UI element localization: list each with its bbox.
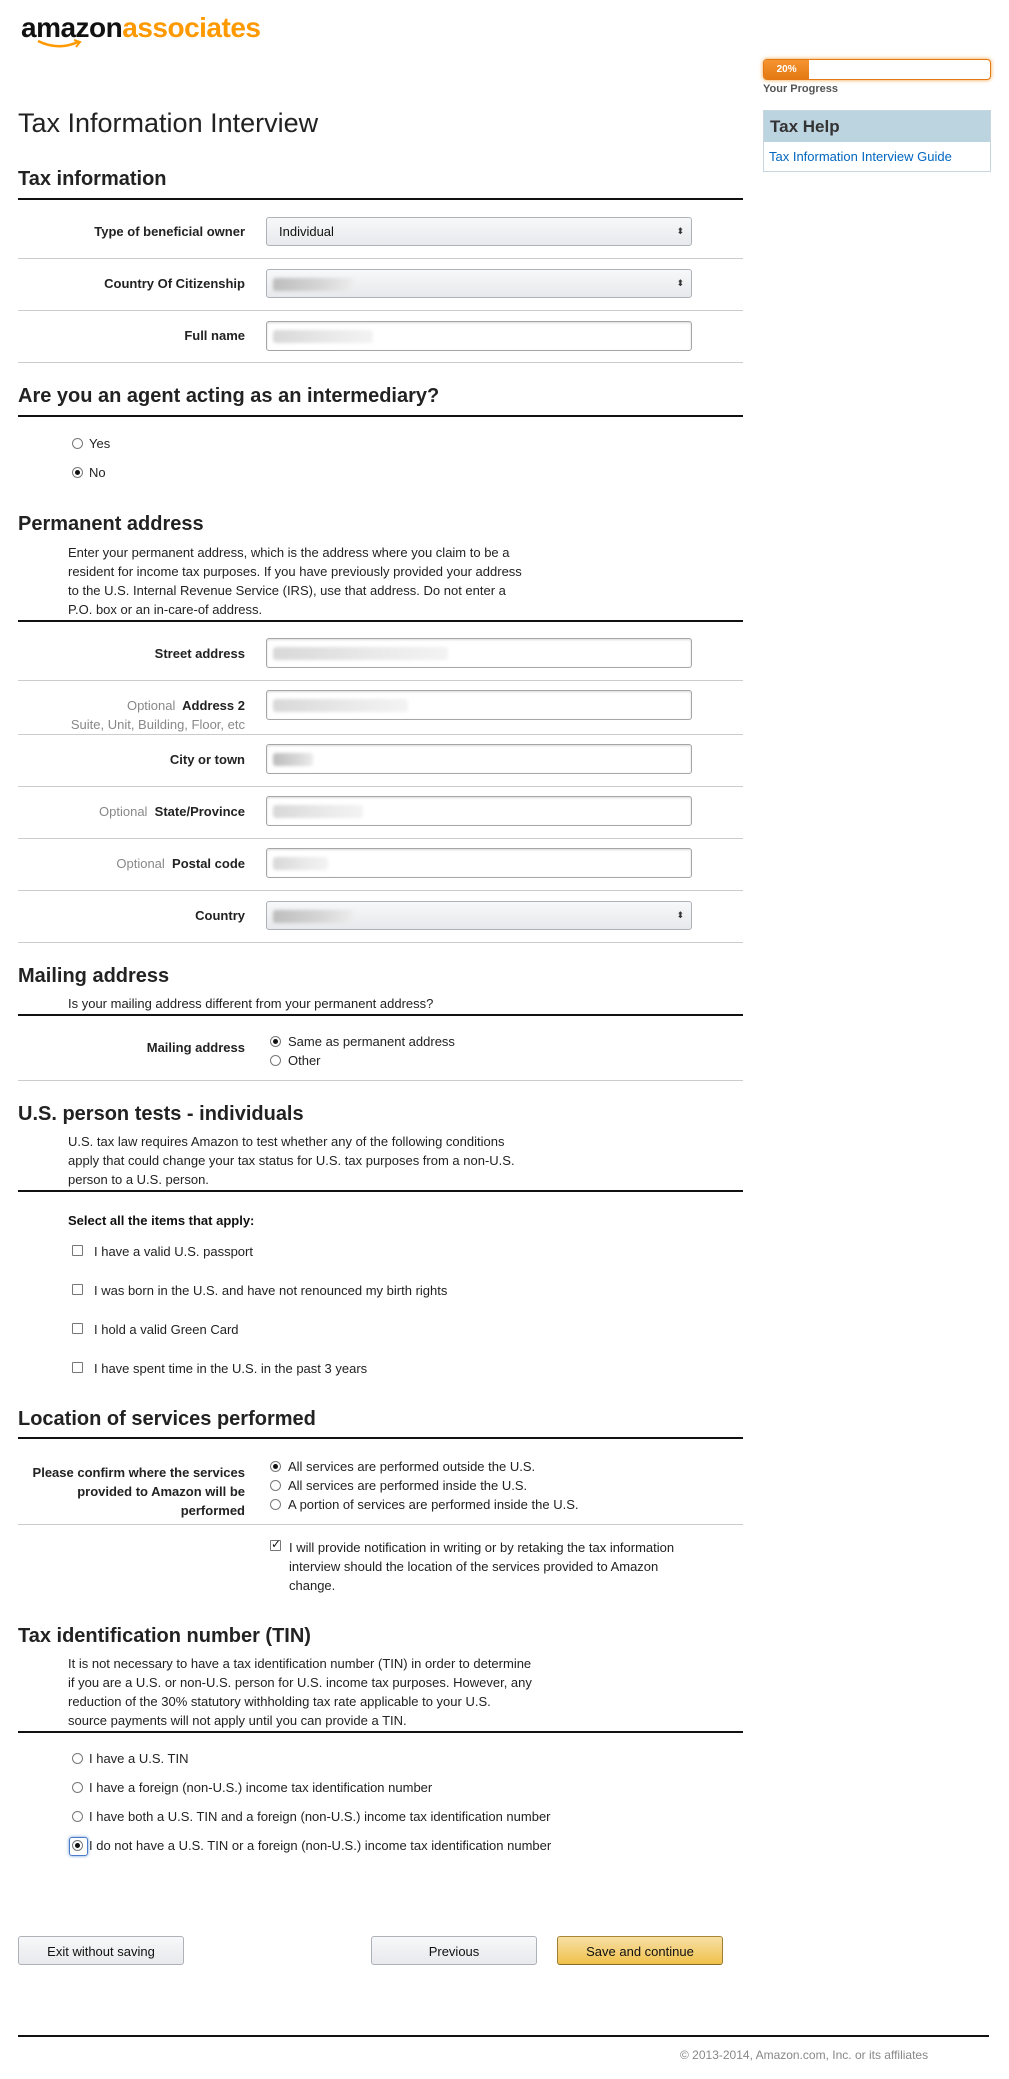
logo-part-amazon: amazon [21,12,123,43]
birth-rights-label: I was born in the U.S. and have not renounced my birth rights [94,1283,448,1298]
citizenship-label: Country Of Citizenship [104,276,245,291]
section-rule [18,1731,743,1733]
row-divider [18,734,743,735]
mailing-same-radio[interactable] [270,1036,281,1047]
services-outside-radio[interactable] [270,1461,281,1472]
section-rule [18,620,743,622]
beneficial-owner-label: Type of beneficial owner [94,224,245,239]
redacted-value [273,805,363,818]
postal-code-label [15,856,245,871]
section-title-person-tests: U.S. person tests - individuals [18,1103,304,1125]
select-arrows-icon: ⬍ [676,910,684,920]
row-divider [18,1080,743,1081]
redacted-value [273,699,408,712]
exit-without-saving-button[interactable]: Exit without saving [18,1936,184,1965]
services-inside-radio[interactable] [270,1480,281,1491]
mailing-address-description: Is your mailing address different from your permanent address? [68,996,434,1011]
previous-button[interactable]: Previous [371,1936,537,1965]
us-passport-checkbox[interactable] [72,1245,83,1256]
services-portion-label: A portion of services are performed inside the U.S. [288,1497,579,1512]
tin-both-radio[interactable] [72,1811,83,1822]
beneficial-owner-select[interactable] [266,217,692,246]
section-title-agent: Are you an agent acting as an intermediary? [18,385,440,407]
time-in-us-label: I have spent time in the U.S. in the past 3 years [94,1361,368,1376]
logo-part-associates: associates [122,12,261,43]
agent-yes-label: Yes [89,436,111,451]
agent-no-label: No [89,465,106,480]
address2-input[interactable] [266,690,692,720]
services-location-label: Please confirm where the services provided to Amazon will be performed [32,1465,245,1518]
row-divider [18,258,743,259]
optional-tag: Optional [116,856,165,871]
row-divider [18,362,743,363]
section-title-services-location: Location of services performed [18,1408,316,1430]
row-divider [18,1524,743,1525]
section-rule [18,198,743,200]
section-title-mailing-address: Mailing address [18,965,170,987]
state-input[interactable] [266,796,692,826]
city-input[interactable] [266,744,692,774]
citizenship-select[interactable] [266,269,692,298]
section-rule [18,1437,743,1439]
select-arrows-icon: ⬍ [676,278,684,288]
section-rule [18,1014,743,1016]
row-divider [18,786,743,787]
mailing-same-label: Same as permanent address [288,1034,455,1049]
amazon-smile-icon [36,38,86,52]
row-divider [18,890,743,891]
notification-label: I will provide notification in writing or by retaking the tax information interview should the location of the services provided to Amazon change. [289,1540,675,1593]
country-label: Country [195,908,245,923]
services-outside-label: All services are performed outside the U.S. [288,1459,536,1474]
permanent-address-description: Enter your permanent address, which is the address where you claim to be a resident for income tax purposes. If you have previously provided your address to the U.S. Internal Revenue Service (IRS), use that address. Do not enter a P.O. box or an in-care-of address. [68,545,522,617]
green-card-label: I hold a valid Green Card [94,1322,239,1337]
page-title: Tax Information Interview [18,108,319,138]
birth-rights-checkbox[interactable] [72,1284,83,1295]
redacted-value [273,753,313,766]
mailing-other-label: Other [288,1053,321,1068]
notification-checkbox[interactable] [270,1540,281,1551]
postal-code-label-text: Postal code [172,856,245,871]
section-title-tin: Tax identification number (TIN) [18,1625,311,1647]
footer-rule [18,2035,989,2037]
full-name-label: Full name [184,328,245,343]
redacted-value [273,857,328,870]
time-in-us-checkbox[interactable] [72,1362,83,1373]
mailing-address-label: Mailing address [146,1040,245,1055]
mailing-other-radio[interactable] [270,1055,281,1066]
redacted-value [273,910,353,923]
tin-foreign-label: I have a foreign (non-U.S.) income tax identification number [89,1780,433,1795]
tin-us-radio[interactable] [72,1753,83,1764]
row-divider [18,680,743,681]
green-card-checkbox[interactable] [72,1323,83,1334]
tin-foreign-radio[interactable] [72,1782,83,1793]
optional-tag: Optional [126,698,176,713]
beneficial-owner-value: Individual [279,224,334,239]
section-rule [18,1190,743,1192]
section-title-permanent-address: Permanent address [18,513,204,535]
copyright: © 2013-2014, Amazon.com, Inc. or its affiliates [680,2048,929,2062]
progress-bar [763,59,991,80]
tin-description: It is not necessary to have a tax identification number (TIN) in order to determine if you are a U.S. or non-U.S. person for U.S. income tax purposes. However, any reduction of the 30% statutory withholding tax rate applicable to your U.S. source payments will not apply until you can provide a TIN. [68,1656,532,1728]
redacted-value [273,330,373,343]
agent-yes-radio[interactable] [72,438,83,449]
address2-hint: Suite, Unit, Building, Floor, etc [70,717,245,732]
street-address-input[interactable] [266,638,692,668]
tin-none-label: I do not have a U.S. TIN or a foreign (non-U.S.) income tax identification number [89,1838,552,1853]
tin-us-label: I have a U.S. TIN [89,1751,189,1766]
tax-interview-guide-link[interactable]: Tax Information Interview Guide [769,149,952,164]
section-rule [18,415,743,417]
address2-label-text: Address 2 [182,698,245,713]
state-label-text: State/Province [154,804,245,819]
row-divider [18,942,743,943]
tin-none-radio[interactable] [72,1840,83,1851]
state-label [15,804,245,819]
select-all-label: Select all the items that apply: [68,1213,255,1228]
optional-tag: Optional [99,804,148,819]
country-select[interactable] [266,901,692,930]
agent-no-radio[interactable] [72,467,83,478]
tin-both-label: I have both a U.S. TIN and a foreign (non-U.S.) income tax identification number [89,1809,551,1824]
row-divider [18,310,743,311]
progress-label: Your Progress [763,83,838,95]
person-tests-description: U.S. tax law requires Amazon to test whether any of the following conditions apply that could change your tax status for U.S. tax purposes from a non-U.S. person to a U.S. person. [68,1134,515,1187]
address2-label [15,698,245,713]
services-inside-label: All services are performed inside the U.S. [288,1478,528,1493]
postal-code-input[interactable] [266,848,692,878]
row-divider [18,838,743,839]
redacted-value [273,647,448,660]
full-name-input[interactable] [266,321,692,351]
tax-help-panel [763,110,991,172]
us-passport-label: I have a valid U.S. passport [94,1244,253,1259]
progress-percent: 20% [764,60,809,79]
city-label: City or town [169,752,245,767]
street-address-label: Street address [154,646,245,661]
select-arrows-icon: ⬍ [676,226,684,236]
tax-help-title: Tax Help [764,111,990,142]
services-portion-radio[interactable] [270,1499,281,1510]
save-and-continue-button[interactable]: Save and continue [557,1936,723,1965]
section-title-tax-information: Tax information [18,168,167,190]
redacted-value [273,278,353,291]
